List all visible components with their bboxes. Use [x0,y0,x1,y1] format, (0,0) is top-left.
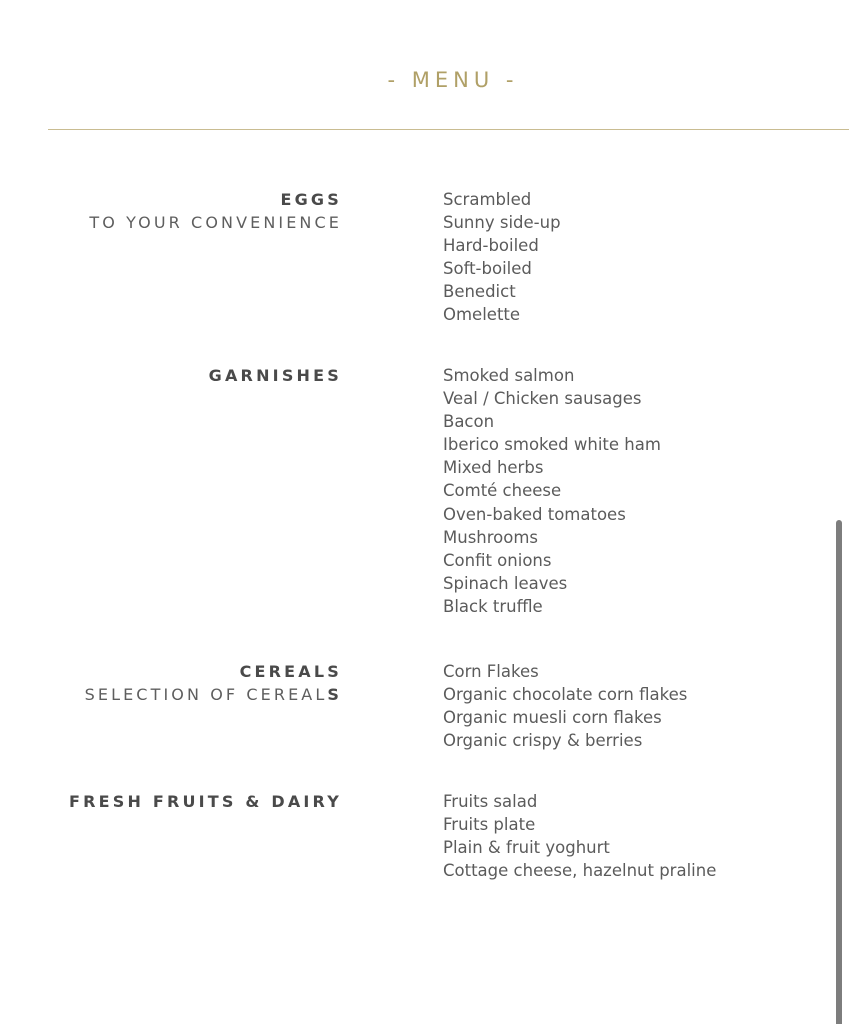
section-title: EGGS [280,190,342,209]
item-list [443,660,687,752]
list-item: Benedict [443,282,516,302]
item-list [443,790,716,882]
section-heading [69,790,342,813]
section-heading [85,660,342,706]
list-item: Soft-boiled [443,259,532,279]
list-item: Black truffle [443,596,543,616]
list-item: Spinach leaves [443,573,568,593]
scrollbar-thumb[interactable] [836,520,842,1024]
list-item: Fruits plate [443,815,536,835]
section-heading [209,364,342,387]
list-item: Fruits salad [443,792,538,811]
item-list [443,364,661,618]
section-subtitle-suffix: S [327,685,342,704]
section-subtitle: TO YOUR CONVENIENCE [89,213,342,232]
list-item: Confit onions [443,550,552,570]
list-item: Smoked salmon [443,366,575,385]
section-subtitle [85,683,342,706]
section-title: CEREALS [239,662,342,681]
list-item: Mixed herbs [443,458,544,478]
list-item: Organic chocolate corn flakes [443,685,688,705]
list-item: Plain & fruit yoghurt [443,838,610,858]
list-item: Veal / Chicken sausages [443,389,642,409]
list-item: Organic crispy & berries [443,731,643,751]
list-item: Sunny side-up [443,213,561,233]
list-item: Cottage cheese, hazelnut praline [443,861,717,881]
section-title: GARNISHES [208,366,342,385]
section-title: FRESH FRUITS & DAIRY [68,792,342,811]
list-item: Organic muesli corn flakes [443,708,662,728]
list-item: Hard-boiled [443,236,539,256]
section-subtitle-text: SELECTION OF CEREAL [84,685,328,704]
menu-title: - MENU - [387,68,519,92]
list-item: Scrambled [443,190,532,209]
list-item: Oven-baked tomatoes [443,504,626,524]
list-item: Comté cheese [443,481,562,501]
list-item: Corn Flakes [443,662,539,681]
title-divider [48,129,849,130]
list-item: Bacon [443,412,495,432]
item-list [443,188,561,327]
list-item: Iberico smoked white ham [443,435,661,455]
section-heading [89,188,342,234]
list-item: Mushrooms [443,527,539,547]
list-item: Omelette [443,305,521,325]
